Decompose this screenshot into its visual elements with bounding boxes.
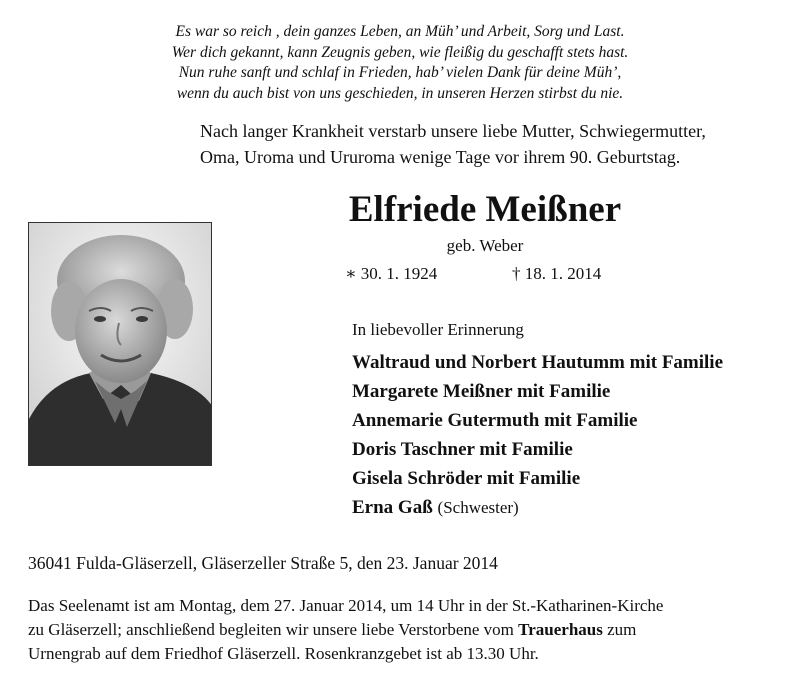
portrait-photo bbox=[28, 222, 212, 466]
service-line: Das Seelenamt ist am Montag, dem 27. Januar 2014, um 14 Uhr in der St.-Katharinen-Kirche bbox=[28, 596, 664, 615]
service-text: zu Gläserzell; anschließend begleiten wir unsere liebe Verstorbene vom bbox=[28, 620, 519, 639]
deceased-name: Elfriede Meißner bbox=[348, 189, 622, 230]
birth-date: ∗ 30. 1. 1924 bbox=[345, 264, 438, 283]
family-member-name: Margarete Meißner mit Familie bbox=[352, 381, 611, 402]
family-member-name: Erna Gaß bbox=[352, 497, 433, 518]
announcement-line: Nach langer Krankheit verstarb unsere liebe Mutter, Schwiegermutter, bbox=[200, 121, 706, 141]
poem bbox=[0, 22, 800, 104]
family-member-note: (Schwester) bbox=[437, 498, 519, 517]
address-line: 36041 Fulda-Gläserzell, Gläserzeller Straße 5, den 23. Januar 2014 bbox=[28, 553, 498, 573]
family-list bbox=[352, 348, 723, 522]
family-member bbox=[352, 493, 723, 522]
service-emphasis: Trauerhaus bbox=[518, 620, 603, 639]
service-text: zum bbox=[602, 620, 637, 639]
poem-line: wenn du auch bist von uns geschieden, in unseren Herzen stirbst du nie. bbox=[176, 84, 624, 102]
service-line: Urnengrab auf dem Friedhof Gläserzell. Rosenkranzgebet ist ab 13.30 Uhr. bbox=[28, 644, 539, 663]
family-member bbox=[352, 464, 723, 493]
portrait-photo-icon bbox=[29, 223, 212, 466]
family-member-name: Annemarie Gutermuth mit Familie bbox=[352, 410, 638, 431]
poem-line: Wer dich gekannt, kann Zeugnis geben, wie fleißig du geschafft stets hast. bbox=[171, 43, 629, 61]
family-member bbox=[352, 377, 723, 406]
announcement-text bbox=[200, 118, 790, 170]
family-member bbox=[352, 348, 723, 377]
family-member-name: Waltraud und Norbert Hautumm mit Familie bbox=[352, 352, 724, 373]
service-line bbox=[28, 618, 788, 642]
maiden-name: geb. Weber bbox=[446, 236, 524, 255]
announcement-line: Oma, Uroma und Ururoma wenige Tage vor ihrem 90. Geburtstag. bbox=[200, 147, 681, 167]
family-member bbox=[352, 435, 723, 464]
memory-line: In liebevoller Erinnerung bbox=[352, 320, 524, 339]
family-member-name: Doris Taschner mit Familie bbox=[352, 439, 573, 460]
poem-line: Es war so reich , dein ganzes Leben, an Müh’ und Arbeit, Sorg und Last. bbox=[175, 23, 625, 40]
poem-line: Nun ruhe sanft und schlaf in Frieden, hab’ vielen Dank für deine Müh’, bbox=[178, 64, 622, 81]
family-member-name: Gisela Schröder mit Familie bbox=[352, 468, 581, 489]
service-info bbox=[28, 594, 788, 666]
death-date: † 18. 1. 2014 bbox=[512, 264, 602, 283]
family-member bbox=[352, 406, 723, 435]
